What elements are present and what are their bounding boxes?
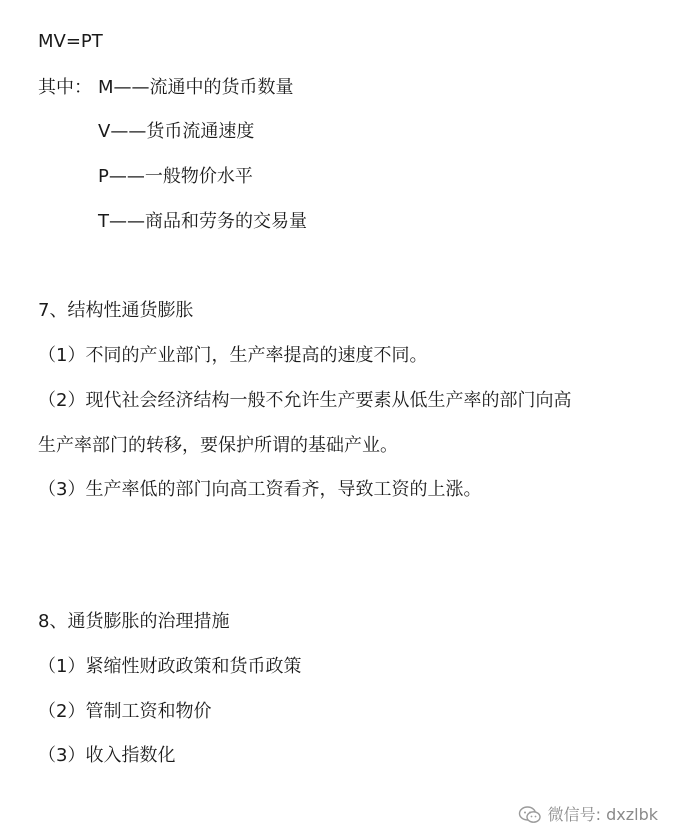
definition-lead: 其中： (38, 77, 92, 98)
section-8-point-1: （1）紧缩性财政政策和货币政策 (38, 656, 302, 677)
section-7-point-2-cont: 生产率部门的转移，要保护所谓的基础产业。 (38, 435, 398, 456)
wechat-id-text: 微信号: dxzlbk (547, 805, 658, 824)
section-8-point-3: （3）收入指数化 (38, 745, 176, 766)
section-8-title: 8、通货膨胀的治理措施 (38, 611, 230, 632)
definition-p: P——一般物价水平 (98, 166, 253, 187)
definition-v: V——货币流通速度 (98, 121, 255, 142)
section-7-point-3: （3）生产率低的部门向高工资看齐，导致工资的上涨。 (38, 479, 482, 500)
wechat-icon (518, 805, 542, 825)
section-7-point-1: （1）不同的产业部门，生产率提高的速度不同。 (38, 345, 428, 366)
definition-m: M——流通中的货币数量 (98, 77, 294, 98)
section-7-title: 7、结构性通货膨胀 (38, 300, 194, 321)
section-7-point-2: （2）现代社会经济结构一般不允许生产要素从低生产率的部门向高 (38, 390, 572, 411)
section-8-point-2: （2）管制工资和物价 (38, 701, 212, 722)
definition-t: T——商品和劳务的交易量 (98, 211, 307, 232)
equation-of-exchange: MV=PT (38, 31, 103, 52)
definition-row-m (38, 76, 294, 100)
wechat-watermark (518, 805, 658, 825)
